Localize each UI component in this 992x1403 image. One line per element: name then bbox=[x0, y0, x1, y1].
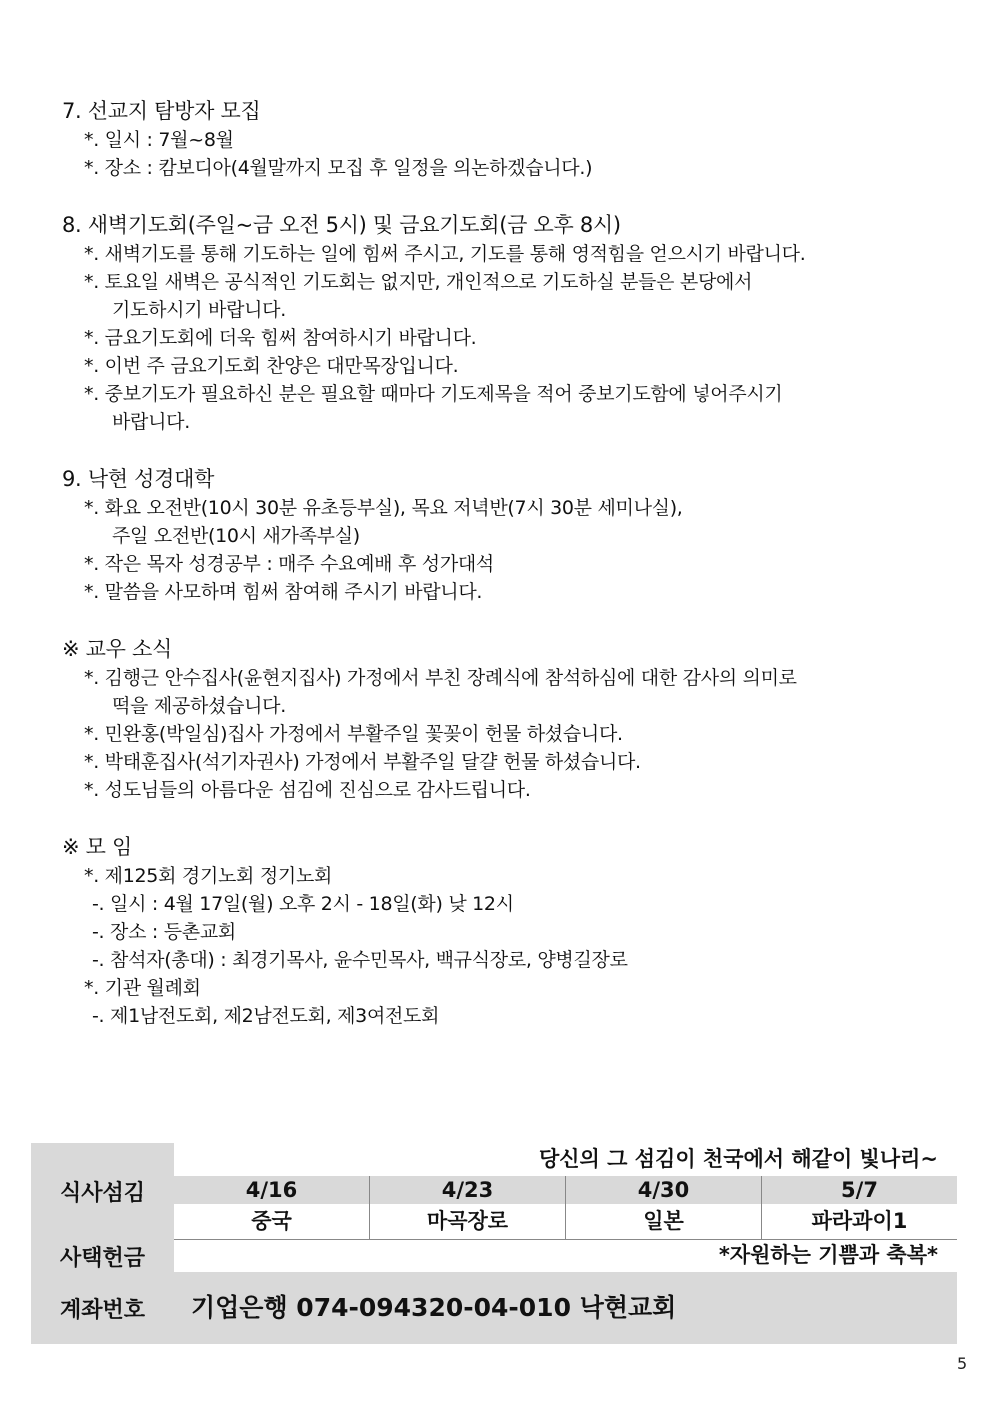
bank-account: 기업은행 074-094320-04-010 낙현교회 bbox=[174, 1272, 957, 1344]
section-heading: 9. 낙현 성경대학 bbox=[62, 467, 215, 491]
sub-item: -. 참석자(총대) : 최경기목사, 윤수민목사, 백규식장로, 양병길장로 bbox=[92, 949, 628, 971]
service-team: 일본 bbox=[566, 1204, 762, 1239]
list-item: 바랍니다. bbox=[112, 411, 190, 433]
service-box bbox=[31, 1143, 957, 1344]
offering-label: 사택헌금 bbox=[31, 1239, 174, 1272]
sub-item: -. 일시 : 4월 17일(월) 오후 2시 - 18일(화) 낮 12시 bbox=[92, 893, 514, 915]
list-item: *. 민완홍(박일심)집사 가정에서 부활주일 꽃꽂이 헌물 하셨습니다. bbox=[84, 723, 623, 745]
list-item: 기도하시기 바랍니다. bbox=[112, 299, 286, 321]
list-item: *. 이번 주 금요기도회 찬양은 대만목장입니다. bbox=[84, 355, 459, 377]
account-label: 계좌번호 bbox=[31, 1272, 174, 1344]
list-item: *. 화요 오전반(10시 30분 유초등부실), 목요 저녁반(7시 30분 세미나실), bbox=[84, 497, 683, 519]
service-date: 4/30 bbox=[566, 1176, 762, 1204]
section bbox=[62, 464, 952, 606]
list-item: *. 성도님들의 아름다운 섬김에 진심으로 감사드립니다. bbox=[84, 779, 531, 801]
list-item: *. 말씀을 사모하며 힘써 참여해 주시기 바랍니다. bbox=[84, 581, 483, 603]
section-heading: 7. 선교지 탐방자 모집 bbox=[62, 99, 261, 123]
list-item: *. 장소 : 캄보디아(4월말까지 모집 후 일정을 의논하겠습니다.) bbox=[84, 157, 593, 179]
list-item: *. 김행근 안수집사(윤현지집사) 가정에서 부친 장례식에 참석하심에 대한 감사의 의미로 bbox=[84, 667, 797, 689]
section bbox=[62, 634, 952, 804]
section bbox=[62, 96, 952, 182]
section-heading: 8. 새벽기도회(주일~금 오전 5시) 및 금요기도회(금 오후 8시) bbox=[62, 213, 621, 237]
meal-service-label: 식사섬김 bbox=[31, 1143, 174, 1239]
list-item: *. 금요기도회에 더욱 힘써 참여하시기 바랍니다. bbox=[84, 327, 477, 349]
section bbox=[62, 832, 952, 1030]
motto-text: 당신의 그 섬김이 천국에서 해같이 빛나리~ bbox=[538, 1147, 938, 1171]
list-item: *. 새벽기도를 통해 기도하는 일에 힘써 주시고, 기도를 통해 영적힘을 얻으시기 바랍니다. bbox=[84, 243, 806, 265]
list-item: *. 기관 월례회 bbox=[84, 977, 201, 999]
list-item: *. 일시 : 7월~8월 bbox=[84, 129, 234, 151]
list-item: *. 작은 목자 성경공부 : 매주 수요예배 후 성가대석 bbox=[84, 553, 494, 575]
section bbox=[62, 210, 952, 436]
page-number: 5 bbox=[957, 1354, 968, 1373]
list-item: *. 박태훈집사(석기자권사) 가정에서 부활주일 달걀 헌물 하셨습니다. bbox=[84, 751, 641, 773]
list-item: *. 토요일 새벽은 공식적인 기도회는 없지만, 개인적으로 기도하실 분들은 본당에서 bbox=[84, 271, 753, 293]
service-team: 중국 bbox=[174, 1204, 370, 1239]
list-item: *. 중보기도가 필요하신 분은 필요할 때마다 기도제목을 적어 중보기도함에 넣어주시기 bbox=[84, 383, 783, 405]
service-date: 4/23 bbox=[370, 1176, 566, 1204]
service-teams-row bbox=[174, 1204, 957, 1240]
service-dates-row bbox=[174, 1176, 957, 1204]
list-item: 주일 오전반(10시 새가족부실) bbox=[112, 525, 360, 547]
list-item: 떡을 제공하셨습니다. bbox=[112, 695, 286, 717]
offering-note: *자원하는 기쁨과 축복* bbox=[718, 1243, 938, 1267]
list-item: *. 제125회 경기노회 정기노회 bbox=[84, 865, 333, 887]
sub-item: -. 제1남전도회, 제2남전도회, 제3여전도회 bbox=[92, 1005, 440, 1027]
announcements bbox=[62, 96, 952, 1058]
service-date: 4/16 bbox=[174, 1176, 370, 1204]
service-team: 마곡장로 bbox=[370, 1204, 566, 1239]
service-team: 파라과이1 bbox=[811, 1209, 908, 1233]
section-heading: ※ 교우 소식 bbox=[62, 637, 172, 661]
section-heading: ※ 모 임 bbox=[62, 835, 133, 859]
sub-item: -. 장소 : 등촌교회 bbox=[92, 921, 236, 943]
service-date: 5/7 bbox=[841, 1178, 878, 1202]
